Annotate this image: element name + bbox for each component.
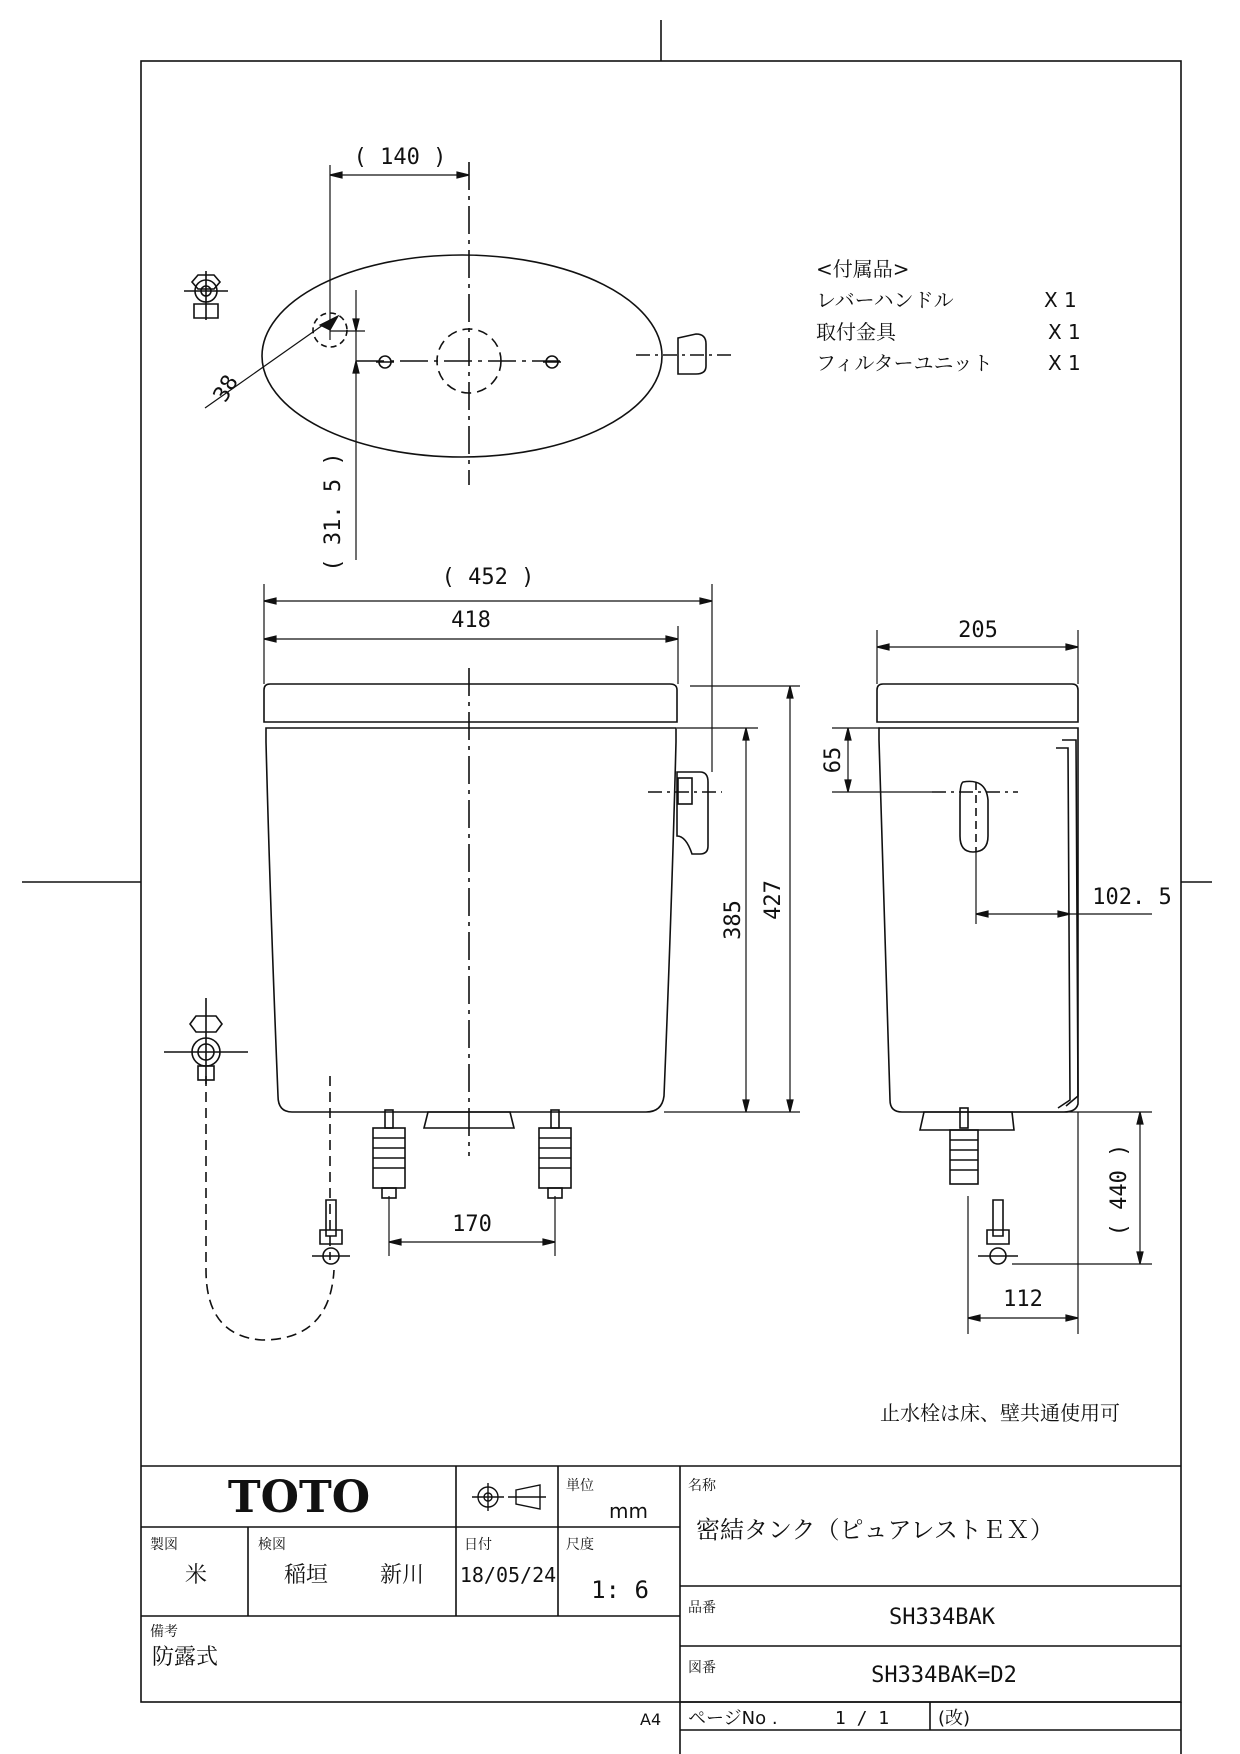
accessory-name: 取付金具	[816, 320, 896, 344]
dim-385: 385	[721, 900, 746, 940]
name-label: 名称	[688, 1478, 716, 1494]
note-text: 止水栓は床、壁共通使用可	[880, 1401, 1120, 1425]
top-view	[184, 162, 736, 485]
dim-205: 205	[958, 618, 998, 643]
date-value: 18/05/24	[459, 1563, 557, 1587]
paper-size: A4	[640, 1710, 662, 1729]
product-number-label: 品番	[688, 1600, 716, 1616]
checked-label: 検図	[258, 1537, 286, 1553]
title-block-text	[150, 1472, 1054, 1729]
dim-418: 418	[451, 608, 491, 633]
accessory-qty: X 1	[1048, 351, 1081, 375]
drawing-number-label: 図番	[688, 1660, 716, 1676]
scale-value: 1: 6	[591, 1576, 649, 1604]
accessory-qty: X 1	[1044, 288, 1077, 312]
date-label: 日付	[464, 1537, 492, 1553]
revision-label: (改)	[938, 1708, 971, 1729]
side-view	[877, 684, 1078, 1264]
dim-38: 38	[208, 371, 244, 407]
page-value: 1 / 1	[834, 1708, 890, 1729]
checked-value-1: 稲垣	[284, 1563, 329, 1588]
accessories-title: <付属品>	[816, 257, 910, 281]
dim-65: 65	[821, 746, 846, 774]
drawn-value: 米	[184, 1563, 208, 1588]
drawing-number: SH334BAK=D2	[871, 1663, 1017, 1688]
drawn-label: 製図	[150, 1537, 178, 1553]
scale-label: 尺度	[566, 1537, 594, 1553]
accessory-name: レバーハンドル	[816, 288, 954, 312]
dim-140: ( 140 )	[353, 145, 447, 170]
remarks-value: 防露式	[152, 1645, 219, 1670]
side-view-dimensions	[832, 630, 1152, 1334]
accessory-qty: X 1	[1048, 320, 1081, 344]
front-view	[164, 668, 722, 1340]
dim-102-5: 102. 5	[1092, 885, 1172, 910]
product-number: SH334BAK	[889, 1605, 995, 1630]
checked-value-2: 新川	[380, 1563, 425, 1588]
toto-logo: TOTO	[227, 1472, 371, 1523]
dim-427: 427	[761, 880, 786, 920]
accessories-list	[816, 257, 1081, 375]
unit-label: 単位	[566, 1478, 594, 1494]
remarks-label: 備考	[150, 1624, 178, 1640]
page-label: ページNo .	[688, 1708, 778, 1729]
dim-112: 112	[1003, 1287, 1043, 1312]
projection-symbol-icon	[472, 1483, 546, 1511]
unit-value: mm	[609, 1499, 648, 1523]
accessory-name: フィルターユニット	[816, 351, 993, 375]
dim-31-5: ( 31. 5 )	[321, 452, 346, 572]
dim-170: 170	[452, 1212, 492, 1237]
sheet-frame	[22, 20, 1212, 1702]
dim-440: ( 440 )	[1107, 1143, 1132, 1237]
dim-452: ( 452 )	[441, 565, 535, 590]
product-name: 密結タンク（ピュアレストＥＸ）	[696, 1516, 1054, 1544]
